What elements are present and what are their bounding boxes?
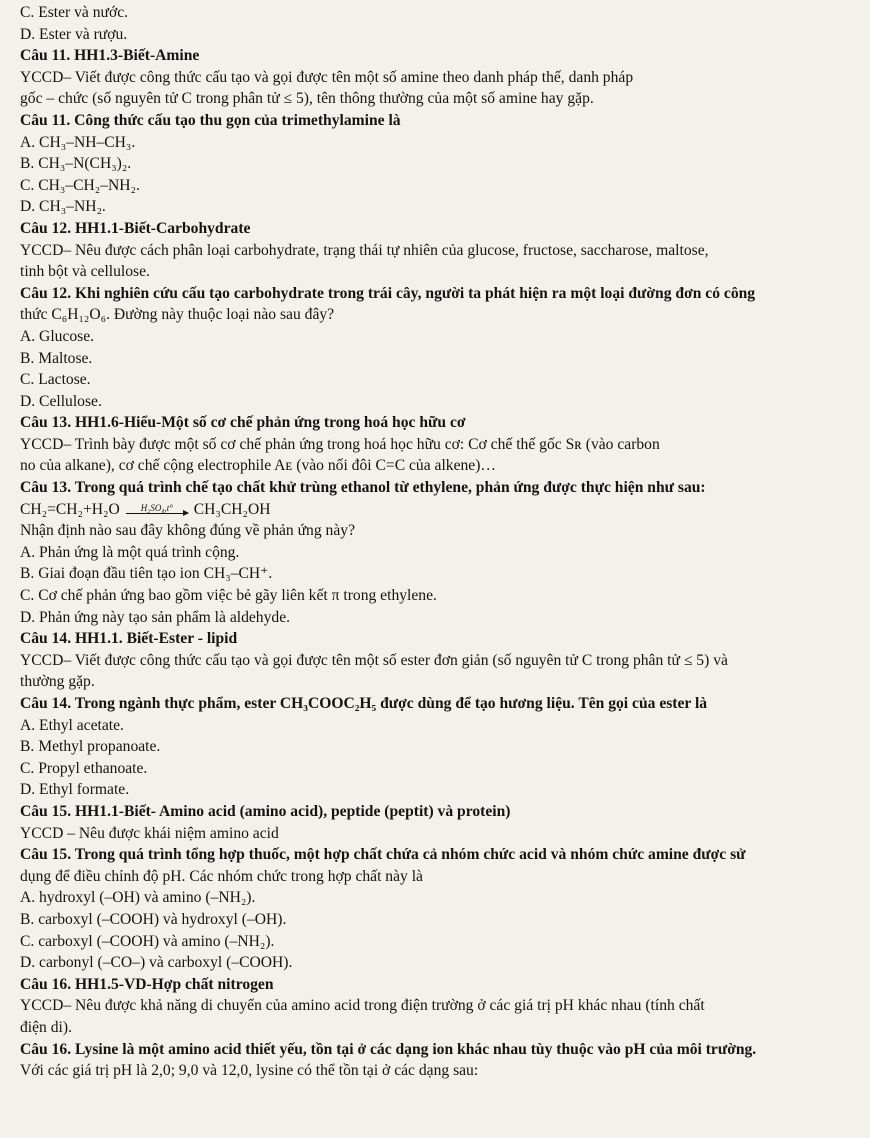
question-15: Câu 15. Trong quá trình tổng hợp thuốc, một hợp chất chứa cả nhóm chức acid và nhóm chức amine được sử bbox=[20, 846, 746, 864]
requirement-text: YCCD– Nêu được khả năng di chuyển của amino acid trong điện trường ở các giá trị pH khác nhau (tính chất bbox=[20, 997, 705, 1015]
section-heading-15: Câu 15. HH1.1-Biết- Amino acid (amino acid), peptide (peptit) và protein) bbox=[20, 802, 511, 820]
question-16-cont: Với các giá trị pH là 2,0; 9,0 và 12,0, lysine có thể tồn tại ở các dạng sau: bbox=[20, 1062, 479, 1080]
option-b: B. CH₃–N(CH₃)₂. bbox=[20, 155, 132, 173]
option-d: D. Phản ứng này tạo sản phẩm là aldehyde. bbox=[20, 608, 291, 626]
option-b: B. Giai đoạn đầu tiên tạo ion CH₃–CH⁺. bbox=[20, 565, 273, 583]
option-c: C. Lactose. bbox=[20, 371, 91, 389]
reaction-equation bbox=[20, 499, 860, 521]
requirement-text: YCCD – Nêu được khái niệm amino acid bbox=[20, 824, 279, 842]
section-heading-13: Câu 13. HH1.6-Hiểu-Một số cơ chế phản ứng trong hoá học hữu cơ bbox=[20, 414, 466, 432]
requirement-text: YCCD– Viết được công thức cấu tạo và gọi được tên một số amine theo danh pháp thế, danh pháp bbox=[20, 68, 634, 86]
requirement-text: tinh bột và cellulose. bbox=[20, 263, 150, 281]
requirement-text: điện di). bbox=[20, 1018, 72, 1036]
option-c: C. CH₃–CH₂–NH₂. bbox=[20, 176, 140, 194]
option-d: D. carbonyl (–CO–) và carboxyl (–COOH). bbox=[20, 954, 293, 972]
requirement-text: YCCD– Nêu được cách phân loại carbohydrate, trạng thái tự nhiên của glucose, fructose, saccharose, maltose, bbox=[20, 241, 709, 259]
option-c: C. Propyl ethanoate. bbox=[20, 759, 148, 777]
option-a: A. hydroxyl (–OH) và amino (–NH₂). bbox=[20, 889, 256, 907]
section-heading-12: Câu 12. HH1.1-Biết-Carbohydrate bbox=[20, 219, 251, 237]
option-b: B. carboxyl (–COOH) và hydroxyl (–OH). bbox=[20, 910, 287, 928]
reaction-arrow-icon bbox=[126, 504, 188, 514]
option-b: B. Methyl propanoate. bbox=[20, 738, 161, 756]
question-15-cont: dụng để điều chỉnh độ pH. Các nhóm chức trong hợp chất này là bbox=[20, 867, 423, 885]
option-d: D. CH₃–NH₂. bbox=[20, 198, 106, 216]
option-c: C. Cơ chế phản ứng bao gồm việc bẻ gãy liên kết π trong ethylene. bbox=[20, 587, 437, 605]
question-11: Câu 11. Công thức cấu tạo thu gọn của trimethylamine là bbox=[20, 111, 401, 129]
requirement-text: thường gặp. bbox=[20, 673, 95, 691]
equation-reactants: CH₂=CH₂+H₂O bbox=[20, 500, 120, 518]
equation-product: CH₃CH₂OH bbox=[193, 500, 271, 518]
section-heading-11: Câu 11. HH1.3-Biết-Amine bbox=[20, 47, 200, 65]
requirement-text: gốc – chức (số nguyên tử C trong phân tử ≤ 5), tên thông thường của một số amine hay gặp. bbox=[20, 90, 594, 108]
option-a: A. Ethyl acetate. bbox=[20, 716, 124, 734]
option-b: B. Maltose. bbox=[20, 349, 93, 367]
question-13-prompt: Nhận định nào sau đây không đúng về phản ứng này? bbox=[20, 522, 355, 540]
question-12-cont: thức C₆H₁₂O₆. Đường này thuộc loại nào sau đây? bbox=[20, 306, 335, 324]
section-heading-16: Câu 16. HH1.5-VD-Hợp chất nitrogen bbox=[20, 975, 274, 993]
requirement-text: no của alkane), cơ chế cộng electrophile Aᴇ (vào nối đôi C=C của alkene)… bbox=[20, 457, 497, 475]
question-12: Câu 12. Khi nghiên cứu cấu tạo carbohydrate trong trái cây, người ta phát hiện ra một loại đường đơn có công bbox=[20, 284, 756, 302]
option-a: A. Glucose. bbox=[20, 327, 95, 345]
option-d: D. Ethyl formate. bbox=[20, 781, 130, 799]
option-c: C. carboxyl (–COOH) và amino (–NH₂). bbox=[20, 932, 275, 950]
question-13: Câu 13. Trong quá trình chế tạo chất khử trùng ethanol từ ethylene, phản ứng được thực hiện như sau: bbox=[20, 479, 706, 497]
option-a: A. Phản ứng là một quá trình cộng. bbox=[20, 543, 240, 561]
question-16: Câu 16. Lysine là một amino acid thiết yếu, tồn tại ở các dạng ion khác nhau tùy thuộc vào pH của môi trường. bbox=[20, 1040, 757, 1058]
requirement-text: YCCD– Trình bày được một số cơ chế phản ứng trong hoá học hữu cơ: Cơ chế thế gốc Sʀ (vào carbon bbox=[20, 435, 660, 453]
option-c: C. Ester và nước. bbox=[20, 4, 129, 21]
question-14: Câu 14. Trong ngành thực phẩm, ester CH₃COOC₂H₅ được dùng để tạo hương liệu. Tên gọi của ester là bbox=[20, 695, 708, 712]
option-d: D. Ester và rượu. bbox=[20, 25, 128, 43]
requirement-text: YCCD– Viết được công thức cấu tạo và gọi được tên một số ester đơn giản (số nguyên tử C trong phân tử ≤ 5) và bbox=[20, 651, 728, 669]
option-d: D. Cellulose. bbox=[20, 392, 102, 410]
reaction-condition: H₂SO₄,t° bbox=[140, 503, 173, 514]
option-a: A. CH₃–NH–CH₃. bbox=[20, 133, 136, 151]
section-heading-14: Câu 14. HH1.1. Biết-Ester - lipid bbox=[20, 630, 238, 648]
